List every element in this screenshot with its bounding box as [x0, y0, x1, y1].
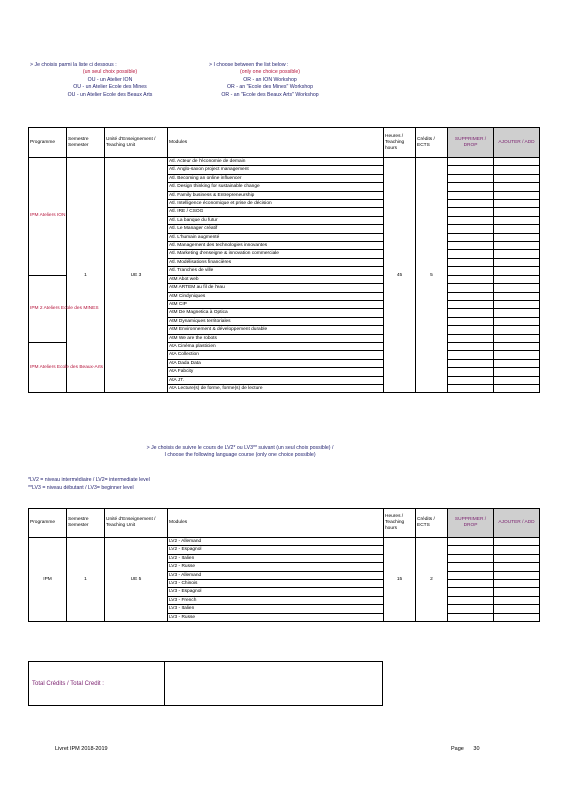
table-row — [29, 158, 540, 166]
module-cell: AtM Environnement & développement durable — [168, 326, 384, 334]
drop-checkbox-cell[interactable] — [448, 605, 494, 613]
module-cell: Atl. Intelligence économique et prise de décision — [168, 200, 384, 208]
header-heures: Heures / Teaching hours — [384, 128, 416, 158]
instruction-fr-line-4: OU - un Atelier Ecole des Mines — [73, 84, 147, 91]
footer-left: Livret IPM 2018-2019 — [55, 746, 108, 752]
drop-checkbox-cell[interactable] — [448, 368, 494, 376]
semestre-cell: 1 — [67, 158, 105, 393]
language-instructions — [80, 445, 400, 460]
drop-checkbox-cell[interactable] — [448, 292, 494, 300]
instruction-en-line-4: OR - an "Ecole des Mines" Workshop — [226, 84, 314, 91]
total-credits-field[interactable] — [166, 662, 382, 705]
programme-cell: IPM — [29, 538, 67, 622]
footer-page — [451, 746, 480, 752]
module-cell: Atl. Becoming an online influencer — [168, 174, 384, 182]
add-checkbox-cell[interactable] — [494, 563, 540, 571]
module-cell: AtA Fabcity — [168, 368, 384, 376]
drop-checkbox-cell[interactable] — [448, 309, 494, 317]
add-checkbox-cell[interactable] — [494, 342, 540, 350]
drop-checkbox-cell[interactable] — [448, 284, 494, 292]
module-cell: Atl. Tranches de ville — [168, 267, 384, 275]
module-cell: Atl. Modélisations financières — [168, 258, 384, 266]
programme-cell: IPM 2 Ateliers Ecole des MINES — [29, 275, 67, 342]
module-cell: Atl. Family business & Entrepreneurship — [168, 191, 384, 199]
drop-checkbox-cell[interactable] — [448, 200, 494, 208]
language-instruction-fr: > Je choisis de suivre le cours de LV2* ou LV3** suivant (un seul choix possible) / — [146, 445, 334, 451]
drop-checkbox-cell[interactable] — [448, 233, 494, 241]
drop-checkbox-cell[interactable] — [448, 208, 494, 216]
drop-checkbox-cell[interactable] — [448, 546, 494, 554]
add-checkbox-cell[interactable] — [494, 554, 540, 562]
drop-checkbox-cell[interactable] — [448, 174, 494, 182]
page-number: 30 — [473, 746, 480, 752]
module-cell: AtA Lecture(s) de forme, forme(s) de lecture — [168, 384, 384, 392]
add-checkbox-cell[interactable] — [494, 275, 540, 283]
workshop-table — [28, 127, 540, 393]
add-checkbox-cell[interactable] — [494, 200, 540, 208]
module-cell: Atl. L'humain augmenté — [168, 233, 384, 241]
module-cell: Atl. IRE / CSOG — [168, 208, 384, 216]
header-credits: Crédits / ECTS — [416, 509, 448, 538]
header-ue: Unité d'Enseignement / Teaching Unit — [105, 509, 168, 538]
module-cell: AtA Collection — [168, 351, 384, 359]
page-label: Page — [451, 746, 464, 752]
add-checkbox-cell[interactable] — [494, 359, 540, 367]
module-cell: Atl. Design thinking for sustainable change — [168, 183, 384, 191]
drop-checkbox-cell[interactable] — [448, 613, 494, 621]
add-checkbox-cell[interactable] — [494, 351, 540, 359]
header-credits: Crédits / ECTS — [416, 128, 448, 158]
module-cell: Atl. Anglo-saxon project management — [168, 166, 384, 174]
drop-checkbox-cell[interactable] — [448, 359, 494, 367]
add-checkbox-cell[interactable] — [494, 208, 540, 216]
module-cell: AtM CIP — [168, 300, 384, 308]
instruction-en-line-3: OR - an ION Workshop — [243, 76, 297, 83]
module-cell: AtM Cindyniques — [168, 292, 384, 300]
heures-cell: 15 — [384, 538, 416, 622]
drop-checkbox-cell[interactable] — [448, 258, 494, 266]
drop-checkbox-cell[interactable] — [448, 588, 494, 596]
drop-checkbox-cell[interactable] — [448, 300, 494, 308]
add-checkbox-cell[interactable] — [494, 571, 540, 579]
drop-checkbox-cell[interactable] — [448, 563, 494, 571]
module-cell: AtM Dynamiques territoriales — [168, 317, 384, 325]
module-cell: LV3 - French — [168, 596, 384, 604]
add-checkbox-cell[interactable] — [494, 605, 540, 613]
add-checkbox-cell[interactable] — [494, 546, 540, 554]
add-checkbox-cell[interactable] — [494, 596, 540, 604]
module-cell: Atl. Le Manager créatif — [168, 225, 384, 233]
instruction-fr-line-5: OU - un Atelier Ecole des Beaux Arts — [67, 91, 153, 98]
module-cell: AtA JT. — [168, 376, 384, 384]
drop-checkbox-cell[interactable] — [448, 225, 494, 233]
programme-cell: IPM Ateliers Ecole des Beaux-Arts — [29, 342, 67, 392]
instruction-en-line-5: OR - an "Ecole des Beaux Arts" Workshop — [221, 91, 319, 98]
language-table — [28, 508, 540, 622]
add-checkbox-cell[interactable] — [494, 334, 540, 342]
module-cell: AtA Cinéma plasticien — [168, 342, 384, 350]
instruction-en-line-1: > I choose between the list below : — [209, 62, 289, 68]
add-checkbox-cell[interactable] — [494, 284, 540, 292]
add-checkbox-cell[interactable] — [494, 258, 540, 266]
programme-cell: IPM Ateliers ION — [29, 158, 67, 276]
module-cell: LV3 - Italien — [168, 605, 384, 613]
add-checkbox-cell[interactable] — [494, 376, 540, 384]
add-checkbox-cell[interactable] — [494, 300, 540, 308]
instructions-en — [195, 62, 345, 99]
drop-checkbox-cell[interactable] — [448, 216, 494, 224]
language-instruction-en: I choose the following language course (only one choice possible) — [164, 452, 316, 459]
module-cell: LV2 - Espagnol — [168, 546, 384, 554]
drop-checkbox-cell[interactable] — [448, 384, 494, 392]
instruction-fr-line-1: > Je choisis parmi la liste ci dessous : — [30, 62, 117, 68]
drop-checkbox-cell[interactable] — [448, 596, 494, 604]
drop-checkbox-cell[interactable] — [448, 334, 494, 342]
add-checkbox-cell[interactable] — [494, 250, 540, 258]
module-cell: AtM Abot web — [168, 275, 384, 283]
module-cell: LV3 - Allemand — [168, 571, 384, 579]
add-checkbox-cell[interactable] — [494, 225, 540, 233]
credits-cell: 5 — [416, 158, 448, 393]
header-programme: Programme — [29, 128, 67, 158]
header-supprimer: SUPPRIMER / DROP — [448, 128, 494, 158]
add-checkbox-cell[interactable] — [494, 174, 540, 182]
module-cell: LV3 - Espagnol — [168, 588, 384, 596]
add-checkbox-cell[interactable] — [494, 292, 540, 300]
drop-checkbox-cell[interactable] — [448, 571, 494, 579]
drop-checkbox-cell[interactable] — [448, 326, 494, 334]
semestre-cell: 1 — [67, 538, 105, 622]
module-cell: LV2 - Allemand — [168, 538, 384, 546]
add-checkbox-cell[interactable] — [494, 588, 540, 596]
credits-cell: 2 — [416, 538, 448, 622]
header-heures: Heures / Teaching hours — [384, 509, 416, 538]
ue-cell: UE 5 — [105, 538, 168, 622]
add-checkbox-cell[interactable] — [494, 267, 540, 275]
instruction-fr-line-3: OU - un Atelier ION — [87, 76, 133, 83]
module-cell: LV3 - Chinois — [168, 580, 384, 588]
add-checkbox-cell[interactable] — [494, 613, 540, 621]
header-ajouter: AJOUTER / ADD — [494, 509, 540, 538]
heures-cell: 45 — [384, 158, 416, 393]
drop-checkbox-cell[interactable] — [448, 242, 494, 250]
add-checkbox-cell[interactable] — [494, 317, 540, 325]
drop-checkbox-cell[interactable] — [448, 191, 494, 199]
module-cell: LV3 - Russe — [168, 613, 384, 621]
header-ue: Unité d'Enseignement / Teaching Unit — [105, 128, 168, 158]
module-cell: AtM We are the robots — [168, 334, 384, 342]
note-lv2: *LV2 = niveau intermédiaire / LV2= intermediate level — [28, 477, 150, 483]
header-modules: Modules — [168, 509, 384, 538]
module-cell: LV2 - Russe — [168, 563, 384, 571]
drop-checkbox-cell[interactable] — [448, 250, 494, 258]
add-checkbox-cell[interactable] — [494, 368, 540, 376]
module-cell: AtM De Magnetica à Optica — [168, 309, 384, 317]
module-cell: Atl. La banque du futur — [168, 216, 384, 224]
drop-checkbox-cell[interactable] — [448, 376, 494, 384]
drop-checkbox-cell[interactable] — [448, 166, 494, 174]
drop-checkbox-cell[interactable] — [448, 158, 494, 166]
module-cell: Atl. Marketing d'enseigne & innovation commerciale — [168, 250, 384, 258]
add-checkbox-cell[interactable] — [494, 242, 540, 250]
add-checkbox-cell[interactable] — [494, 309, 540, 317]
ue-cell: UE 3 — [105, 158, 168, 393]
add-checkbox-cell[interactable] — [494, 538, 540, 546]
header-modules: Modules — [168, 128, 384, 158]
header-semestre: Semestre Semester — [67, 128, 105, 158]
module-cell: Atl. Acteur de l'économie de demain — [168, 158, 384, 166]
drop-checkbox-cell[interactable] — [448, 580, 494, 588]
total-credits-box — [28, 661, 383, 706]
level-notes — [28, 476, 150, 492]
header-programme: Programme — [29, 509, 67, 538]
table-row — [29, 538, 540, 546]
drop-checkbox-cell[interactable] — [448, 275, 494, 283]
drop-checkbox-cell[interactable] — [448, 342, 494, 350]
add-checkbox-cell[interactable] — [494, 580, 540, 588]
note-lv3: **LV3 = niveau débutant / LV3= beginner level — [28, 485, 134, 491]
add-checkbox-cell[interactable] — [494, 216, 540, 224]
add-checkbox-cell[interactable] — [494, 183, 540, 191]
drop-checkbox-cell[interactable] — [448, 317, 494, 325]
drop-checkbox-cell[interactable] — [448, 554, 494, 562]
module-cell: Atl. Management des technologies innovantes — [168, 242, 384, 250]
add-checkbox-cell[interactable] — [494, 191, 540, 199]
drop-checkbox-cell[interactable] — [448, 183, 494, 191]
add-checkbox-cell[interactable] — [494, 384, 540, 392]
add-checkbox-cell[interactable] — [494, 233, 540, 241]
instruction-en-line-2: (only one choice possible) — [240, 69, 300, 76]
module-cell: AtA Dada Data — [168, 359, 384, 367]
add-checkbox-cell[interactable] — [494, 158, 540, 166]
drop-checkbox-cell[interactable] — [448, 538, 494, 546]
module-cell: AtM ARTEM au fil de l'eau — [168, 284, 384, 292]
add-checkbox-cell[interactable] — [494, 166, 540, 174]
instruction-fr-line-2: (un seul choix possible) — [82, 69, 138, 76]
instructions-fr — [20, 62, 200, 99]
header-semestre: Semestre Semester — [67, 509, 105, 538]
total-credits-label: Total Crédits / Total Credit : — [29, 662, 165, 705]
header-ajouter: AJOUTER / ADD — [494, 128, 540, 158]
drop-checkbox-cell[interactable] — [448, 267, 494, 275]
add-checkbox-cell[interactable] — [494, 326, 540, 334]
module-cell: LV2 - Italien — [168, 554, 384, 562]
drop-checkbox-cell[interactable] — [448, 351, 494, 359]
header-supprimer: SUPPRIMER / DROP — [448, 509, 494, 538]
